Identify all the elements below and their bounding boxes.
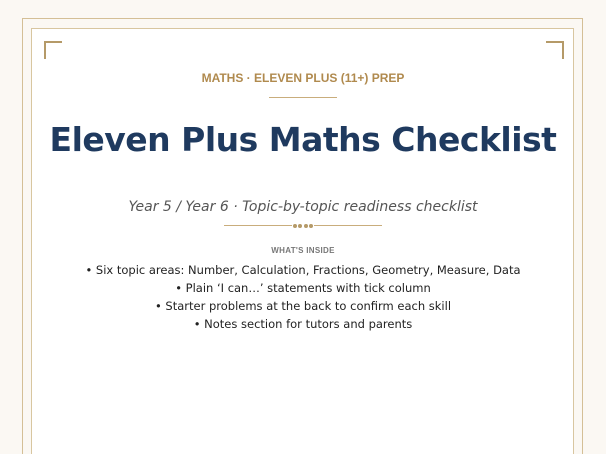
page-subtitle: Year 5 / Year 6 · Topic-by-topic readiness checklist <box>128 199 478 215</box>
list-item: • Starter problems at the back to confirm each skill <box>154 299 452 313</box>
eyebrow-label: MATHS · ELEVEN PLUS (11+) PREP <box>201 71 405 85</box>
eyebrow-divider <box>269 97 337 98</box>
list-item: • Plain ‘I can…’ statements with tick column <box>175 281 431 295</box>
page-title: Eleven Plus Maths Checklist <box>49 120 557 159</box>
divider-dot <box>304 224 308 228</box>
divider-ornament <box>293 222 313 229</box>
divider-dot <box>298 224 302 228</box>
divider-line-right <box>314 225 382 226</box>
divider-dot <box>309 224 313 228</box>
corner-ornament-top-left <box>44 41 62 59</box>
divider-dot <box>293 224 297 228</box>
corner-ornament-top-right <box>546 41 564 59</box>
section-heading: WHAT'S INSIDE <box>271 246 335 255</box>
contents-list <box>83 263 523 335</box>
list-item: • Notes section for tutors and parents <box>193 317 413 331</box>
inner-border <box>31 28 574 454</box>
divider-line-left <box>224 225 292 226</box>
list-item: • Six topic areas: Number, Calculation, Fractions, Geometry, Measure, Data <box>85 263 521 277</box>
